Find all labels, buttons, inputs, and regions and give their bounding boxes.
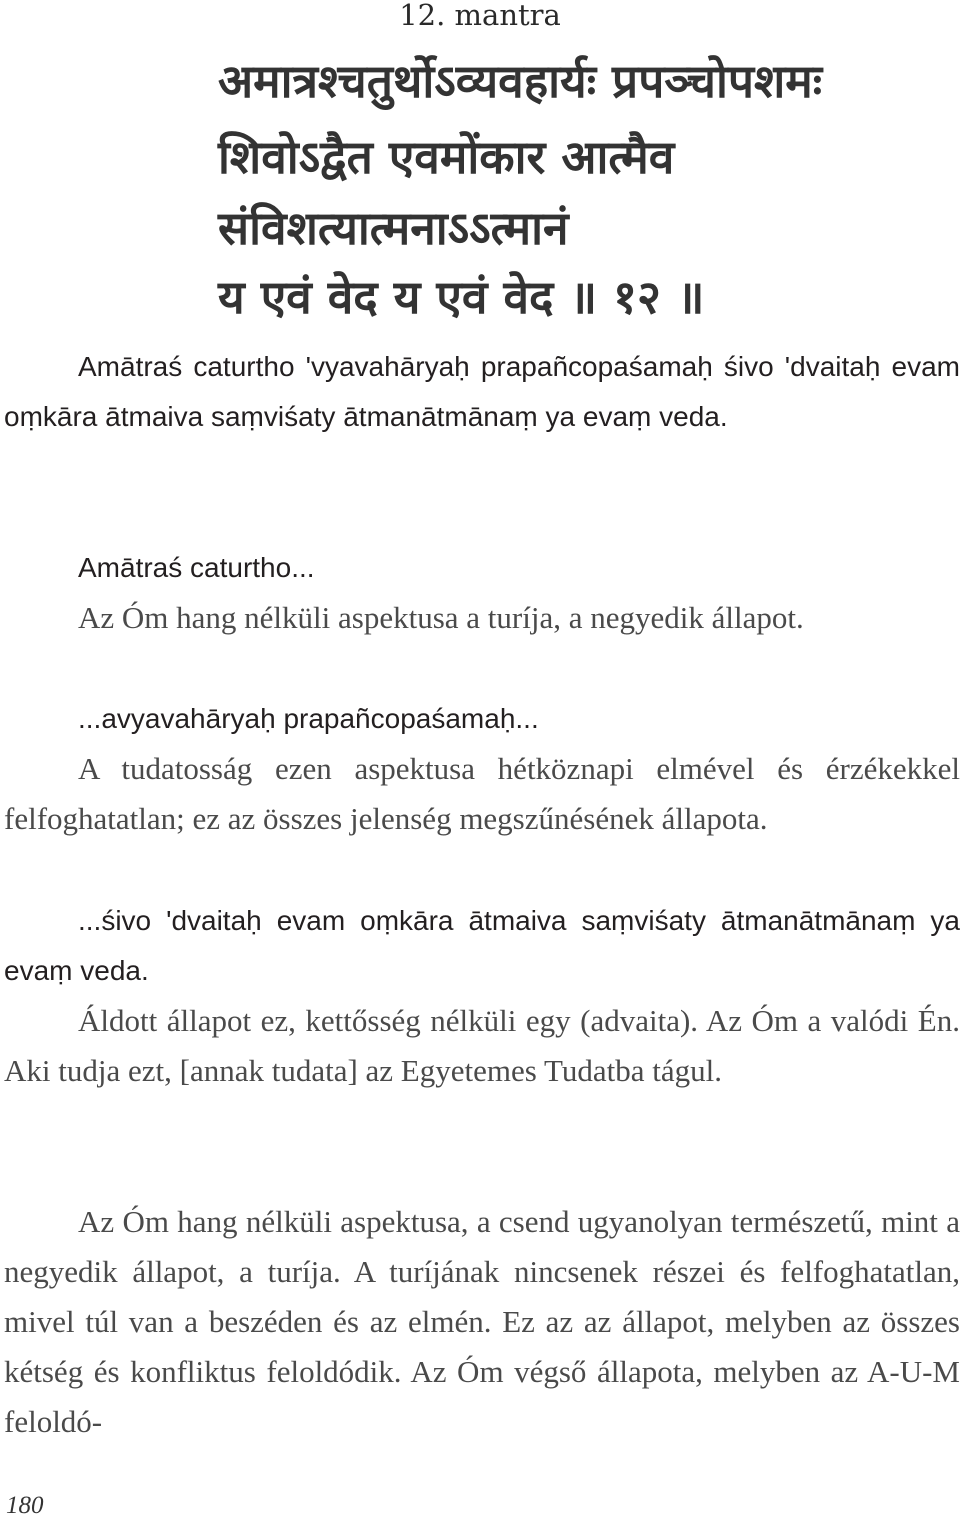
devanagari-line-1: अमात्रश्चतुर्थोऽव्यवहार्यः प्रपञ्चोपशमः: [218, 54, 823, 108]
devanagari-line-2: शिवोऽद्वैत एवमोंकार आत्मैव: [218, 130, 675, 184]
transliteration-paragraph: Amātraś caturtho ʹvyavahāryaḥ prapañcopaśamaḥ śivo ʹdvaitaḥ evam oṃkāra ātmaiva saṃviśaty ātmanātmānaṃ ya evaṃ veda.: [4, 351, 960, 432]
devanagari-line-4: य एवं वेद य एवं वेद ॥ १२ ॥: [218, 270, 705, 324]
page-title: 12. mantra: [399, 0, 561, 32]
section-3: [4, 896, 960, 1096]
page-number: 180: [6, 1492, 44, 1519]
section-text: A tudatosság ezen aspektusa hétköznapi elmével és érzékekkel felfoghatatlan; ez az összes jelenség megszűnésének állapota.: [4, 751, 960, 836]
section-key: ...avyavahāryaḥ prapañcopaśamaḥ...: [78, 703, 539, 734]
section-key: ...śivo ʹdvaitaḥ evam oṃkāra ātmaiva saṃviśaty ātmanātmānaṃ ya evaṃ veda.: [4, 905, 960, 986]
section-text: Áldott állapot ez, kettősség nélküli egy (advaita). Az Óm a valódi Én. Aki tudja ezt, [annak tudata] az Egyetemes Tudatba tágul.: [4, 1003, 960, 1088]
section-1: [4, 543, 960, 643]
commentary-paragraph: Az Óm hang nélküli aspektusa, a csend ugyanolyan természetű, mint a negyedik állapot, a turíja. A turíjának nincsenek részei és felfoghatatlan, mivel túl van a beszéden és az elmén. Ez az az állapot, melyben az összes kétség és konfliktus feloldódik. Az Óm végső állapota, melyben az A-U-M feloldó-: [4, 1204, 960, 1439]
section-2: [4, 694, 960, 844]
section-key: Amātraś caturtho...: [78, 552, 315, 583]
devanagari-line-3: संविशत्यात्मनाऽऽत्मानं: [218, 201, 569, 255]
section-text: Az Óm hang nélküli aspektusa a turíja, a negyedik állapot.: [78, 600, 804, 635]
